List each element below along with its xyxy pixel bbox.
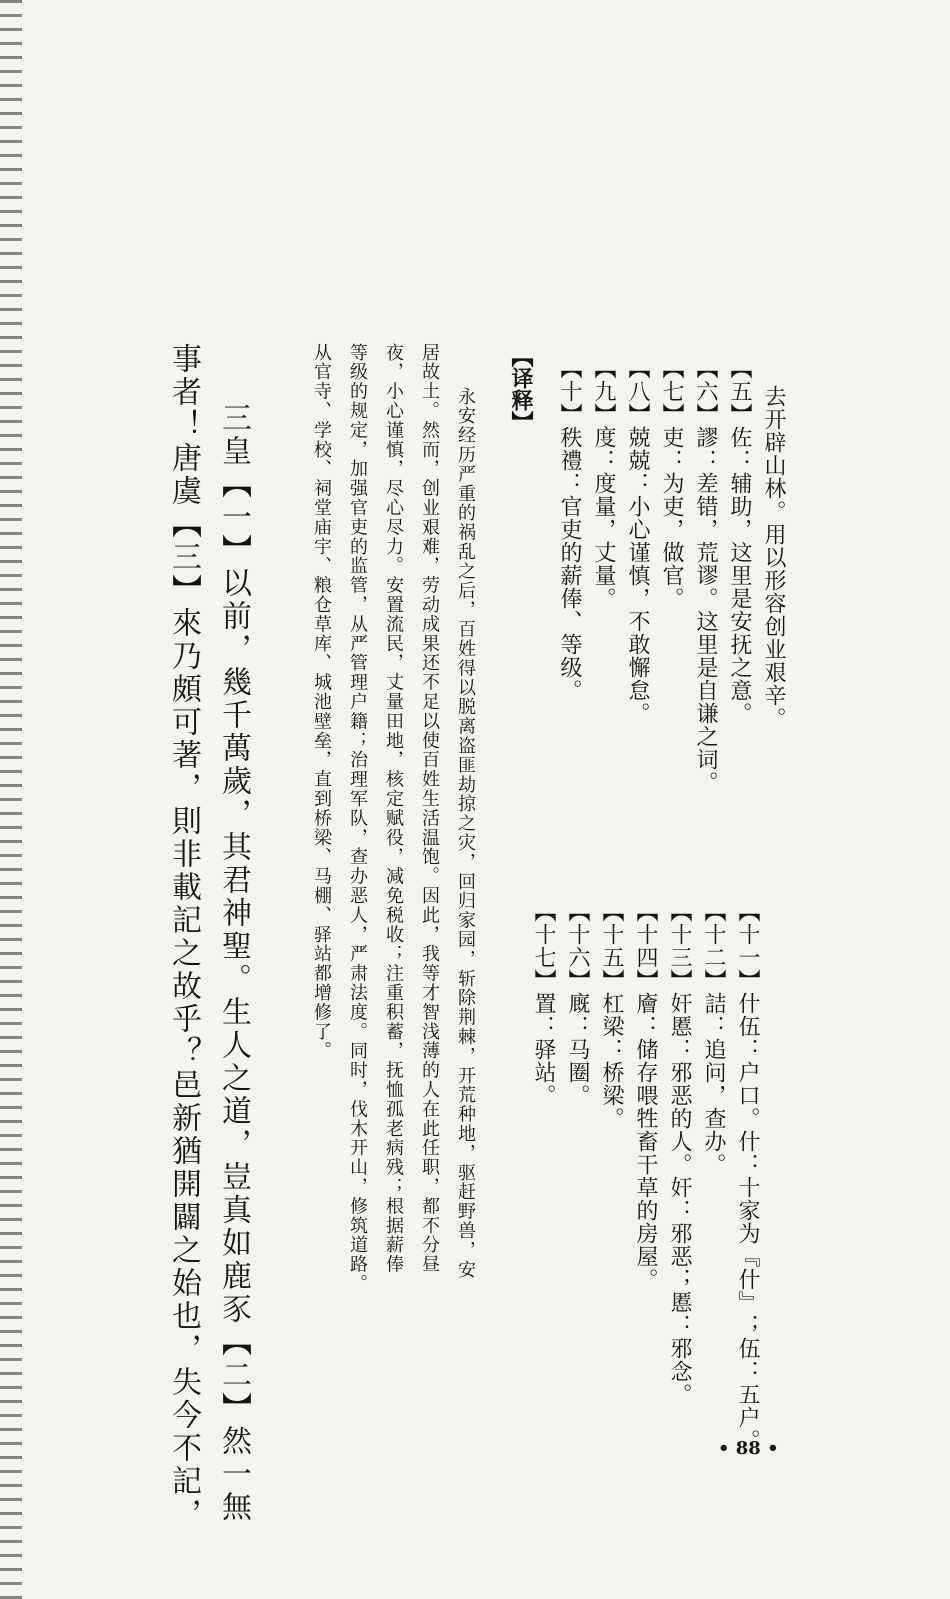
note-line: 【十六】廐：马圈。	[565, 900, 590, 1107]
translation-line: 等级的规定，加强官吏的监管，从严管理户籍；治理军队，查办恶人，严肃法度。同时，伐木开山，修筑道路。	[347, 343, 368, 1294]
page-number: • 88 •	[718, 1438, 779, 1459]
translation-line: 从官寺、学校、祠堂庙宇、粮仓草库、城池壁垒，直到桥梁、马棚、驿站都增修了。	[311, 343, 332, 1061]
note-line: 【五】佐：辅助，这里是安抚之意。	[727, 357, 752, 725]
note-line: 【十七】置：驿站。	[531, 900, 556, 1107]
note-line: 【十二】詰：追问，查办。	[701, 900, 726, 1176]
translation-heading: 【译释】	[508, 345, 534, 433]
note-line: 【十一】什伍：户口。什：十家为『什』；伍：五户。	[735, 900, 760, 1452]
note-line: 【十】秩禮：官吏的薪俸、等级。	[557, 357, 582, 702]
note-line: 【七】吏：为吏，做官。	[659, 357, 684, 610]
note-line: 【十五】杠梁：桥梁。	[599, 900, 624, 1130]
note-line: 【八】兢兢：小心谨慎，不敢懈怠。	[625, 357, 650, 725]
note-line: 【十三】奸慝：邪恶的人。奸：邪恶；慝：邪念。	[667, 900, 692, 1406]
original-text-line: 三皇【一】以前，幾千萬歲，其君神聖。生人之道，豈真如鹿豕【二】然一無	[216, 402, 251, 1524]
note-line: 【十四】廥：储存喂牲畜干草的房屋。	[633, 900, 658, 1291]
original-text-line: 事者！唐虞【三】來乃頗可著，則非載記之故乎？邑新猶開闢之始也，失今不記，	[166, 343, 201, 1531]
translation-line: 居故土。然而，创业艰难，劳动成果还不足以使百姓生活温饱。因此，我等才智浅薄的人在此任职，都不分昼	[419, 343, 440, 1275]
translation-line: 夜，小心谨慎，尽心尽力。安置流民，丈量田地，核定赋役，减免税收；注重积蓄，抚恤孤老病残；根据薪俸	[383, 343, 404, 1275]
scan-edge-marks	[0, 0, 22, 1599]
note-line: 【六】謬：差错，荒谬。这里是自谦之词。	[693, 357, 718, 794]
note-line: 去开辟山林。用以形容创业艰辛。	[761, 385, 786, 730]
note-line: 【九】度：度量，丈量。	[591, 357, 616, 610]
translation-line: 永安经历严重的祸乱之后，百姓得以脱离盗匪劫掠之灾，回归家园，斩除荆棘，开荒种地，驱赶野兽，安	[455, 387, 476, 1280]
